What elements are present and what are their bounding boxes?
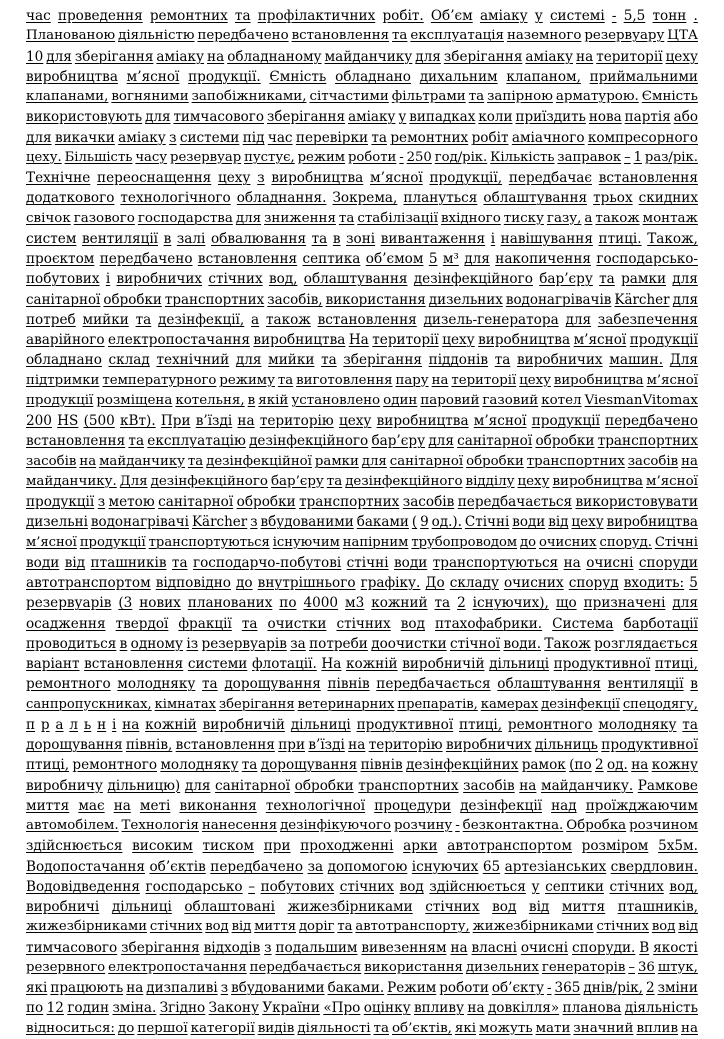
text-line: час проведення ремонтних та профілактичних робіт. Об’єм аміаку у системі - 5,5 тонн . bbox=[26, 8, 698, 24]
text-line: резервного електропостачання передбачається використання дизельних генераторів – 36 штук, bbox=[26, 959, 698, 975]
text-line: додаткового технологічного обладнання. Зокрема, плануться облаштування трьох скидних bbox=[26, 190, 698, 207]
text-line: продукції розміщена котельня, в якій установлено один паровий газовий котел ViesmanVitomax bbox=[26, 392, 698, 408]
text-line: проводиться в одному із резервуарів за потреби доочистки стічної води. Також розглядається bbox=[26, 635, 698, 652]
text-line: автомобілем. Технологія нанесення дезінфікуючого розчину - безконтактна. Обробка розчином bbox=[26, 818, 698, 833]
text-line: продукції з метою санітарної обробки транспортних засобів передбачається використовувати bbox=[26, 494, 698, 510]
text-line: Планованою діяльністю передбачено встановлення та експлуатація наземного резервуару ЦТА bbox=[26, 28, 698, 44]
text-line: проєктом передбачено встановлення септика об’ємом 5 м³ для накопичення господарсько- bbox=[26, 251, 698, 267]
text-line: резервуарів (3 нових планованих по 4000 м3 кожний та 2 існуючих), що призначені для bbox=[26, 595, 698, 612]
text-line: м’ясної продукції транспортуються існуючим напірним трубопроводом до очисних споруд. Стічні bbox=[26, 534, 698, 550]
text-line: свічок газового господарства для зниження та стабілізації вхідного тиску газу, а також монтаж bbox=[26, 210, 698, 226]
text-line: осадження твердої фракції та очистки стічних вод птахофабрики. Система барботації bbox=[26, 615, 698, 632]
text-line: обладнано склад технічний для мийки та зберігання піддонів та виробничих машин. Для bbox=[26, 352, 698, 369]
text-line: для викачки аміаку з системи під час перевірки та ремонтних робіт аміачного компресорного bbox=[26, 129, 698, 146]
text-line: які працюють на дизпаливі з вбудованими баками. Режим роботи об’єкту - 365 днів/рік, 2 зміни bbox=[26, 980, 698, 996]
text-line: автотранспортом відповідно до внутрішнього графіку. До складу очисних споруд входить: 5 bbox=[26, 575, 698, 591]
text-line: виробничу дільницю) для санітарної обробки транспортних засобів на майданчику. Рамкове bbox=[26, 777, 698, 794]
text-line: 10 для зберігання аміаку на обладнаному майданчику для зберігання аміаку на території цеху bbox=[26, 48, 698, 65]
document-page bbox=[26, 6, 698, 1036]
text-line: клапанами, вогняними запобіжниками, сітчастими фільтрами та запірною арматурою. Ємність bbox=[26, 89, 698, 104]
text-line: по 12 годин зміна. Згідно Закону України «Про оцінку впливу на довкілля» планова діяльність bbox=[26, 1000, 698, 1017]
text-line: систем вентиляції в залі обвалювання та в зоні вивантаження і навішування птиці. Також, bbox=[26, 230, 698, 247]
text-line: води від пташників та господарчо-побутові стічні води транспортуються на очисні споруди bbox=[26, 554, 698, 571]
text-line: потреб мийки та дезінфекції, а також встановлення дизель-генератора для забезпечення bbox=[26, 311, 698, 328]
text-line: птиці, ремонтного молодняку та дорощування півнів дезінфекційних рамок (по 2 од. на кожну bbox=[26, 757, 698, 774]
text-line: засобів на майданчику та дезінфекційної рамки для санітарної обробки транспортних засобів на bbox=[26, 453, 698, 469]
text-line: Технічне переоснащення цеху з виробництва м’ясної продукції, передбачає встановлення bbox=[26, 170, 698, 186]
text-line: виробництва м’ясної продукції. Ємність обладнано дихальним клапаном, приймальними bbox=[26, 68, 698, 85]
text-line: виробничі дільниці облаштовані жижезбірниками стічних вод від миття пташників, bbox=[26, 899, 698, 915]
text-line: дорощування півнів, встановлення при в’їзді на територію виробничих дільниць продуктивної bbox=[26, 737, 698, 753]
text-line: встановлення та експлуатацію дезінфекційного бар’єру для санітарної обробки транспортних bbox=[26, 433, 698, 450]
text-line: дизельні водонагрівачі Kärcher з вбудованими баками ( 9 од.). Стічні води від цеху виробництва bbox=[26, 514, 698, 531]
text-line: аварійного електропостачання виробництва На території цеху виробництва м’ясної продукції bbox=[26, 332, 698, 348]
text-line: здійснюється високим тиском при проходженні арки автотранспортом розміром 5х5м. bbox=[26, 838, 698, 855]
text-line: цеху. Більшість часу резервуар пустує, режим роботи - 250 год/рік. Кількість заправок – 1 раз/рік. bbox=[26, 149, 698, 165]
text-line: тимчасового зберігання відходів з подальшим вивезенням на власні очисні споруди. В якості bbox=[26, 939, 698, 956]
text-line: ремонтного молодняку та дорощування півнів передбачається облаштування вентиляції в bbox=[26, 676, 698, 693]
text-line: санітарної обробки транспортних засобів, використання дизельних водонагрівачів Kärcher для bbox=[26, 291, 698, 308]
text-line: підтримки температурного режиму та виготовлення пару на території цеху виробництва м’ясної bbox=[26, 372, 698, 388]
text-line: варіант встановлення системи флотації. На кожній виробничій дільниці продуктивної птиці, bbox=[26, 656, 698, 672]
text-line: 200 HS (500 кВт). При в’їзді на територію цеху виробництва м’ясної продукції передбачено bbox=[26, 413, 698, 429]
text-line: використовують для тимчасового зберігання аміаку у випадках коли приїздить нова партія або bbox=[26, 109, 698, 126]
text-line: Водопостачання об’єктів передбачено за допомогою існуючих 65 артезіанських свердловин. bbox=[26, 858, 698, 875]
text-line: миття має на меті виконання технологічної процедури дезінфекції над проїжджаючим bbox=[26, 797, 698, 814]
text-line: Водовідведення господарсько – побутових стічних вод здійснюється у септики стічних вод, bbox=[26, 878, 698, 895]
text-line: жижезбірниками стічних вод від миття доріг та автотранспорту, жижезбірниками стічних вод від bbox=[26, 919, 698, 935]
text-line: санпропускниках, кімнатах зберігання ветеринарних препаратів, камерах дезінфекції спецодягу, bbox=[26, 696, 698, 712]
text-line: п р а л ь н і на кожній виробничій дільниці продуктивної птиці, ремонтного молодняку та bbox=[26, 716, 698, 733]
text-line: відноситься: до першої категорії видів діяльності та об’єктів, які можуть мати значний вплив на bbox=[26, 1020, 698, 1036]
text-line: побутових і виробничих стічних вод, облаштування дезінфекційного бар’єру та рамки для bbox=[26, 271, 698, 288]
text-line: майданчику. Для дезінфекційного бар’єру та дезінфекційного відділу цеху виробництва м’ясної bbox=[26, 473, 698, 489]
